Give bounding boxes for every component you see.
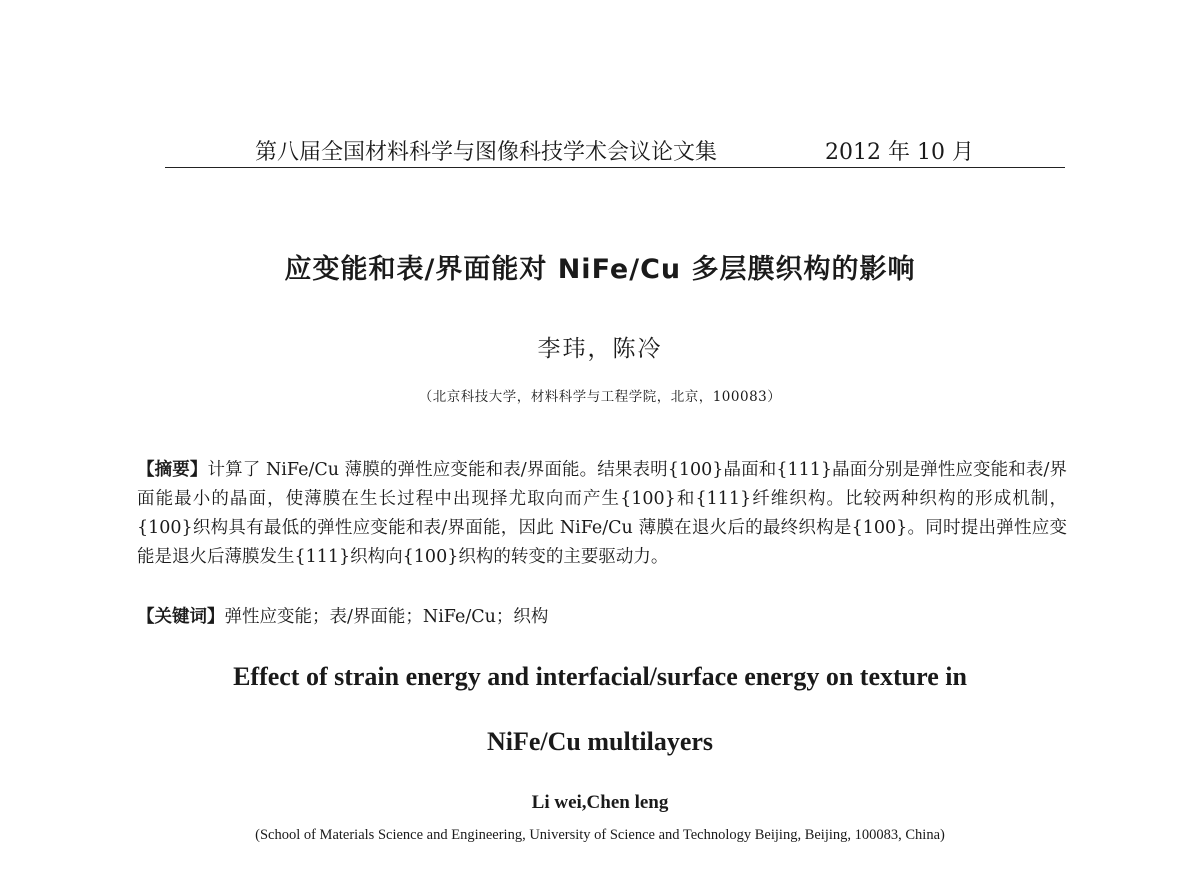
paper-title-en-line2: NiFe/Cu multilayers [486, 727, 714, 756]
authors-en: Li wei,Chen leng [531, 792, 669, 813]
keywords-label: 【关键词】 [137, 607, 225, 627]
paper-title-en-line1: Effect of strain energy and interfacial/surface energy on texture in [233, 662, 967, 691]
affiliation-en: (School of Materials Science and Engineering, University of Science and Technology Beijing, Beijing, 100083, China) [255, 827, 945, 843]
running-header [165, 133, 1065, 168]
paper-title-cn: 应变能和表/界面能对 NiFe/Cu 多层膜织构的影响 [284, 254, 916, 285]
authors-cn: 李玮，陈冷 [537, 336, 663, 362]
keywords-text: 弹性应变能；表/界面能；NiFe/Cu；织构 [224, 607, 549, 627]
affiliation-cn: （北京科技大学，材料科学与工程学院，北京，100083） [418, 389, 782, 405]
publication-date: 2012 年 10 月 [825, 140, 974, 165]
abstract-cn [137, 456, 1067, 572]
abstract-label: 【摘要】 [137, 460, 208, 480]
proceedings-title: 第八届全国材料科学与图像科技学术会议论文集 [255, 140, 718, 165]
keywords-cn [137, 603, 1067, 632]
abstract-text: 计算了 NiFe/Cu 薄膜的弹性应变能和表/界面能。结果表明{100}晶面和{111}晶面分别是弹性应变能和表/界面能最小的晶面，使薄膜在生长过程中出现择尤取向而产生{100}和{111}纤维织构。比较两种织构的形成机制，{100}织构具有最低的弹性应变能和表/界面能，因此 NiFe/Cu 薄膜在退火后的最终织构是{100}。同时提出弹性应变能是退火后薄膜发生{111}织构向{100}织构的转变的主要驱动力。 [137, 460, 1068, 567]
